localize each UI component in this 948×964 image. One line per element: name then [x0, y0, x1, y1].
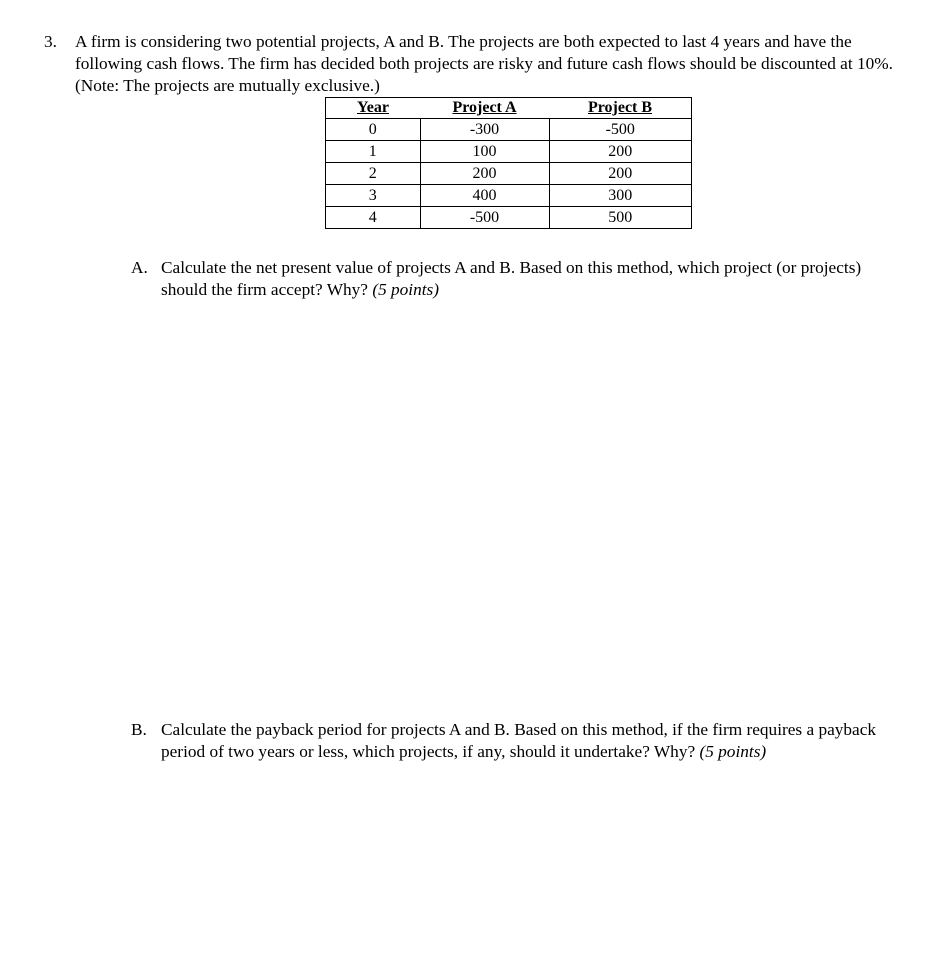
part-a	[131, 257, 901, 301]
part-a-points: (5 points)	[372, 280, 440, 299]
cell-project-b: 200	[549, 141, 692, 163]
part-b-label: B.	[131, 720, 147, 739]
cell-project-b: 200	[549, 163, 692, 185]
cell-project-a: 400	[420, 185, 549, 207]
cell-project-b: 300	[549, 185, 692, 207]
table-row	[326, 163, 692, 185]
cell-year: 2	[326, 163, 421, 185]
header-year: Year	[326, 98, 421, 119]
part-b-text	[161, 719, 901, 763]
question-3	[44, 31, 924, 97]
cell-project-a: 100	[420, 141, 549, 163]
part-b-points: (5 points)	[699, 742, 767, 761]
header-project-a: Project A	[420, 98, 549, 119]
cell-project-a: -300	[420, 119, 549, 141]
part-a-label: A.	[131, 258, 148, 277]
header-project-b: Project B	[549, 98, 692, 119]
question-number: 3.	[44, 32, 57, 51]
cell-year: 3	[326, 185, 421, 207]
table-header-row	[326, 98, 692, 119]
cell-year: 0	[326, 119, 421, 141]
cell-project-a: 200	[420, 163, 549, 185]
table-row	[326, 207, 692, 229]
table-row	[326, 141, 692, 163]
question-text: A firm is considering two potential projects, A and B. The projects are both expected to last 4 years and have the following cash flows. The firm has decided both projects are risky and future cash flows should be discounted at 10%. (Note: The projects are mutually exclusive.)	[75, 32, 893, 95]
table-row	[326, 185, 692, 207]
part-a-question: Calculate the net present value of projects A and B. Based on this method, which project (or projects) should the firm accept? Why?	[161, 258, 862, 299]
part-b-question: Calculate the payback period for projects A and B. Based on this method, if the firm requires a payback period of two years or less, which projects, if any, should it undertake? Why?	[161, 720, 877, 761]
cell-project-a: -500	[420, 207, 549, 229]
part-b	[131, 719, 901, 763]
cell-project-b: -500	[549, 119, 692, 141]
cell-year: 4	[326, 207, 421, 229]
part-a-text	[161, 257, 901, 301]
cash-flow-table	[325, 97, 692, 229]
cell-project-b: 500	[549, 207, 692, 229]
cell-year: 1	[326, 141, 421, 163]
table-row	[326, 119, 692, 141]
